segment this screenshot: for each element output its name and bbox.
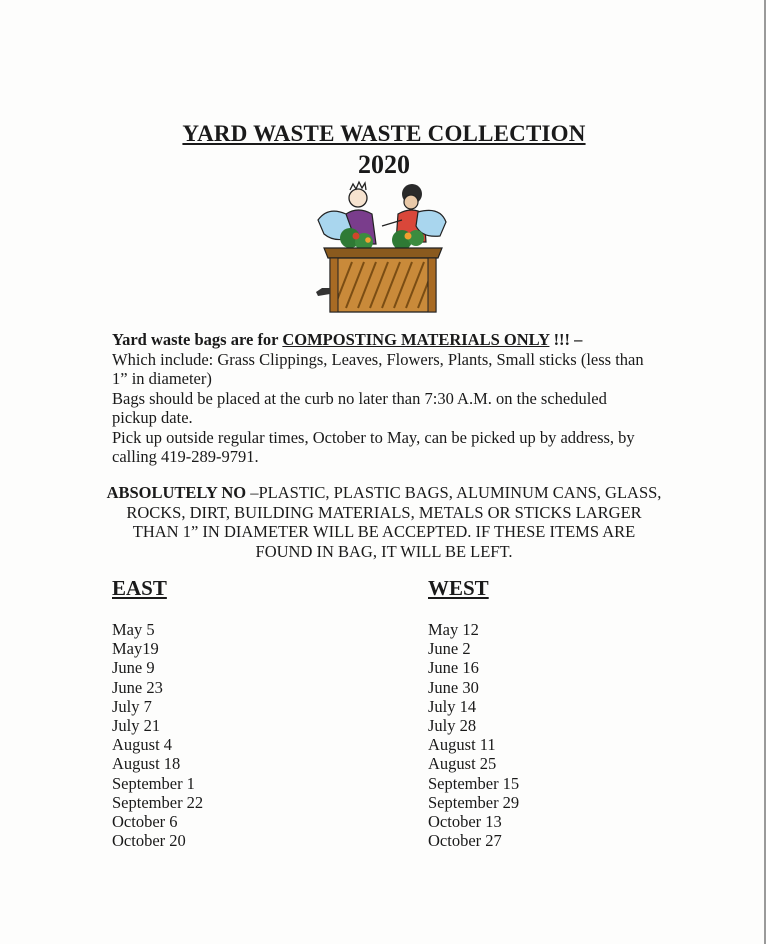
east-date: July 7 bbox=[112, 696, 152, 716]
west-date: September 29 bbox=[428, 792, 520, 812]
west-date: October 13 bbox=[428, 811, 502, 831]
page-year: 2020 bbox=[358, 150, 410, 179]
east-date: August 4 bbox=[112, 735, 173, 755]
notice-text: –PLASTIC, PLASTIC BAGS, ALUMINUM CANS, GLASS, ROCKS, DIRT, BUILDING MATERIALS, METALS OR STICKS LARGER THAN 1” IN DIAMETER WILL BE ACCEPTED. IF THESE ITEMS ARE FOUND IN BAG, IT WILL BE LEFT. bbox=[126, 483, 662, 561]
east-date: July 21 bbox=[112, 715, 161, 735]
page-title: YARD WASTE WASTE COLLECTION bbox=[182, 121, 586, 146]
intro-text bbox=[112, 330, 652, 467]
east-date: October 20 bbox=[112, 831, 186, 851]
intro-lead bbox=[112, 330, 652, 350]
west-date: October 27 bbox=[428, 831, 502, 851]
east-date: September 1 bbox=[112, 773, 195, 793]
prohibited-items-notice bbox=[104, 483, 664, 561]
notice-lead: ABSOLUTELY NO bbox=[106, 483, 247, 502]
west-date: June 16 bbox=[428, 658, 479, 678]
west-date: May 12 bbox=[428, 620, 479, 639]
west-heading: WEST bbox=[428, 576, 489, 600]
intro-lead-prefix: Yard waste bags are for bbox=[112, 330, 283, 349]
intro-lead-suffix: !!! – bbox=[549, 330, 583, 349]
west-date: June 30 bbox=[428, 677, 479, 697]
intro-off-season: Pick up outside regular times, October to May, can be picked up by address, by calling 419-289-9791. bbox=[112, 427, 635, 466]
east-heading: EAST bbox=[112, 576, 167, 600]
east-date: May19 bbox=[112, 639, 159, 659]
west-date: June 2 bbox=[428, 639, 471, 659]
west-date: July 14 bbox=[428, 696, 477, 716]
east-date-list bbox=[112, 620, 312, 850]
west-date: July 28 bbox=[428, 715, 477, 735]
east-date: August 18 bbox=[112, 754, 181, 774]
west-date: September 15 bbox=[428, 773, 520, 793]
composting-people-illustration-icon bbox=[312, 180, 452, 316]
west-date: August 11 bbox=[428, 735, 496, 755]
east-date: October 6 bbox=[112, 811, 178, 831]
east-date: June 9 bbox=[112, 658, 155, 678]
east-date: June 23 bbox=[112, 677, 163, 697]
west-schedule bbox=[428, 575, 628, 850]
intro-materials: Which include: Grass Clippings, Leaves, Flowers, Plants, Small sticks (less than 1” in diameter) bbox=[112, 349, 644, 388]
west-date: August 25 bbox=[428, 754, 497, 774]
intro-lead-emphasis: COMPOSTING MATERIALS ONLY bbox=[282, 330, 550, 349]
east-date: May 5 bbox=[112, 620, 155, 639]
east-date: September 22 bbox=[112, 792, 204, 812]
west-date-list bbox=[428, 620, 628, 850]
intro-placement: Bags should be placed at the curb no later than 7:30 A.M. on the scheduled pickup date. bbox=[112, 388, 607, 427]
east-schedule bbox=[112, 575, 312, 850]
